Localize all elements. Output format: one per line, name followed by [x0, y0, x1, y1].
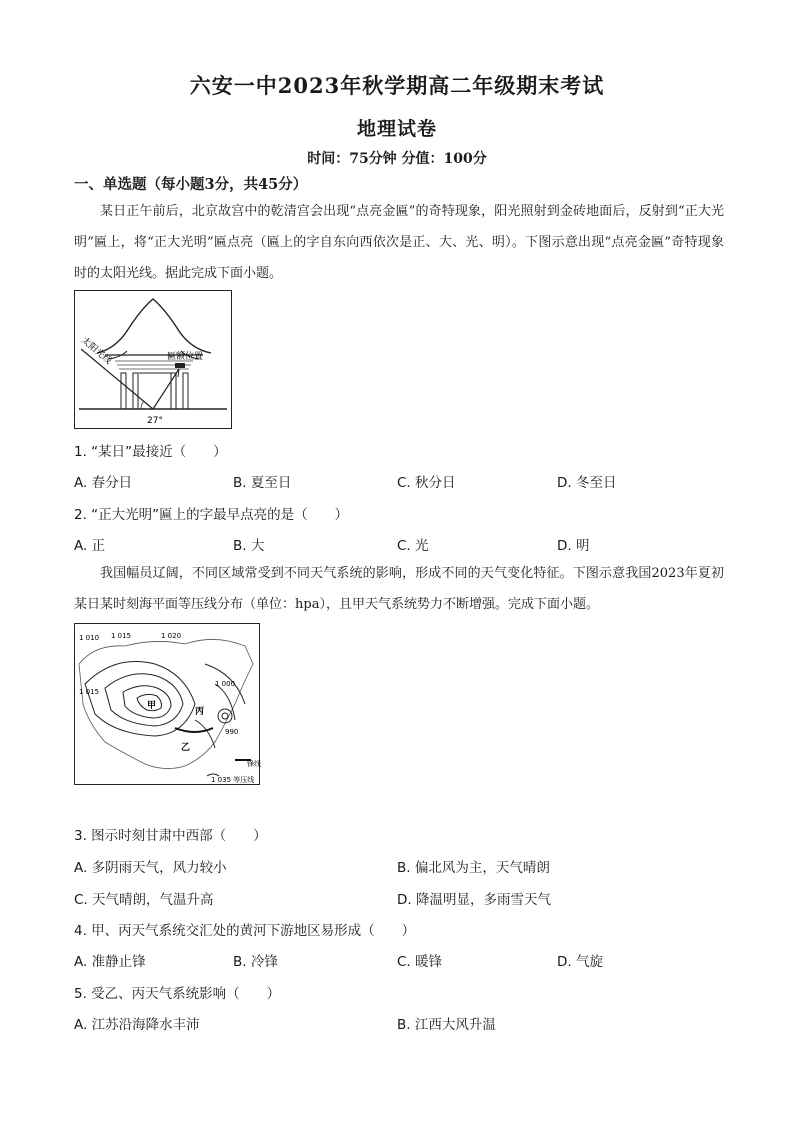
system-label-yi: 乙 — [181, 743, 191, 753]
q5-option-b[interactable]: B. 江西大风升温 — [397, 1017, 496, 1033]
section-heading: 一、单选题（每小题3分，共45分） — [74, 176, 308, 193]
q5-option-a[interactable]: A. 江苏沿海降水丰沛 — [74, 1017, 200, 1033]
isobar-label-6: 990 — [225, 728, 239, 736]
question-4-stem: 4. 甲、丙天气系统交汇处的黄河下游地区易形成（ ） — [74, 923, 416, 939]
angle-arc — [141, 401, 144, 409]
isobar-label-3: 1 000 — [215, 680, 236, 688]
label-plaque: 匾额位置 — [167, 352, 204, 362]
question-2-stem: 2. “正大光明”匾上的字最早点亮的是（ ） — [74, 507, 349, 523]
isobar-label-4: 1 020 — [161, 632, 182, 640]
q3-option-a[interactable]: A. 多阴雨天气，风力较小 — [74, 860, 227, 876]
figure-isobar-map — [74, 623, 260, 785]
roof-upper — [97, 299, 211, 353]
system-label-jia: 甲 — [147, 701, 157, 711]
figure-palace-sunray — [74, 290, 232, 429]
isobar-label-1: 1 010 — [79, 634, 100, 642]
q1-option-a[interactable]: A. 春分日 — [74, 475, 133, 491]
column-1 — [121, 373, 126, 409]
q2-option-a[interactable]: A. 正 — [74, 538, 106, 554]
label-sunray: 太阳光线 — [79, 335, 114, 367]
isobar-label-2: 1 015 — [111, 632, 132, 640]
question-3-stem: 3. 图示时刻甘肃中西部（ ） — [74, 828, 267, 844]
question-5-stem: 5. 受乙、丙天气系统影响（ ） — [74, 986, 281, 1002]
question-1-stem: 1. “某日”最接近（ ） — [74, 444, 227, 460]
q1-option-b[interactable]: B. 夏至日 — [233, 475, 292, 491]
exam-title: 六安一中2023年秋学期高二年级期末考试 — [189, 73, 605, 98]
isobar-map — [75, 624, 259, 784]
q4-option-d[interactable]: D. 气旋 — [557, 954, 603, 970]
legend-front-label: 锋线 — [247, 760, 261, 768]
low-center-core — [222, 713, 228, 719]
isobar-ring-1 — [85, 662, 195, 737]
exam-subject: 地理试卷 — [356, 118, 437, 140]
q2-option-d[interactable]: D. 明 — [557, 538, 590, 554]
column-2 — [133, 373, 138, 409]
q3-option-c[interactable]: C. 天气晴朗，气温升高 — [74, 892, 214, 908]
q4-option-c[interactable]: C. 暖锋 — [397, 954, 443, 970]
q1-option-c[interactable]: C. 秋分日 — [397, 475, 456, 491]
q4-option-a[interactable]: A. 准静止锋 — [74, 954, 146, 970]
low-center-ring — [218, 709, 232, 723]
passage-2: 我国幅员辽阔，不同区域常受到不同天气系统的影响，形成不同的天气变化特征。下图示意我国2023年夏初某日某时刻海平面等压线分布（单位：hpa），且甲天气系统势力不断增强。完成下面小题。 — [74, 566, 724, 612]
q2-option-b[interactable]: B. 大 — [233, 538, 265, 554]
q2-option-c[interactable]: C. 光 — [397, 538, 429, 554]
country-outline — [79, 639, 253, 768]
isobar-south-1 — [195, 720, 215, 748]
sun-ray-incident — [81, 349, 153, 409]
q4-option-b[interactable]: B. 冷锋 — [233, 954, 278, 970]
isobar-ring-2 — [105, 674, 183, 726]
q3-option-d[interactable]: D. 降温明显，多雨雪天气 — [397, 892, 551, 908]
isobar-label-5: 1 015 — [79, 688, 100, 696]
legend-isobar-label: 1 035 等压线 — [211, 776, 255, 784]
label-angle: 27° — [147, 416, 163, 426]
exam-meta: 时间：75分钟 分值：100分 — [307, 151, 487, 167]
q1-option-d[interactable]: D. 冬至日 — [557, 475, 617, 491]
column-4 — [183, 373, 188, 409]
plaque-marker — [175, 363, 185, 368]
q3-option-b[interactable]: B. 偏北风为主，天气晴朗 — [397, 860, 550, 876]
system-label-bing: 丙 — [195, 707, 205, 717]
palace-diagram — [75, 291, 231, 428]
passage-1: 某日正午前后，北京故宫中的乾清宫会出现“点亮金匾”的奇特现象，阳光照射到金砖地面后，反射到“正大光明”匾上，将“正大光明”匾点亮（匾上的字自东向西依次是正、大、光、明）。下图示意出现“点亮金匾”奇特现象时的太阳光线。据此完成下面小题。 — [74, 204, 724, 281]
